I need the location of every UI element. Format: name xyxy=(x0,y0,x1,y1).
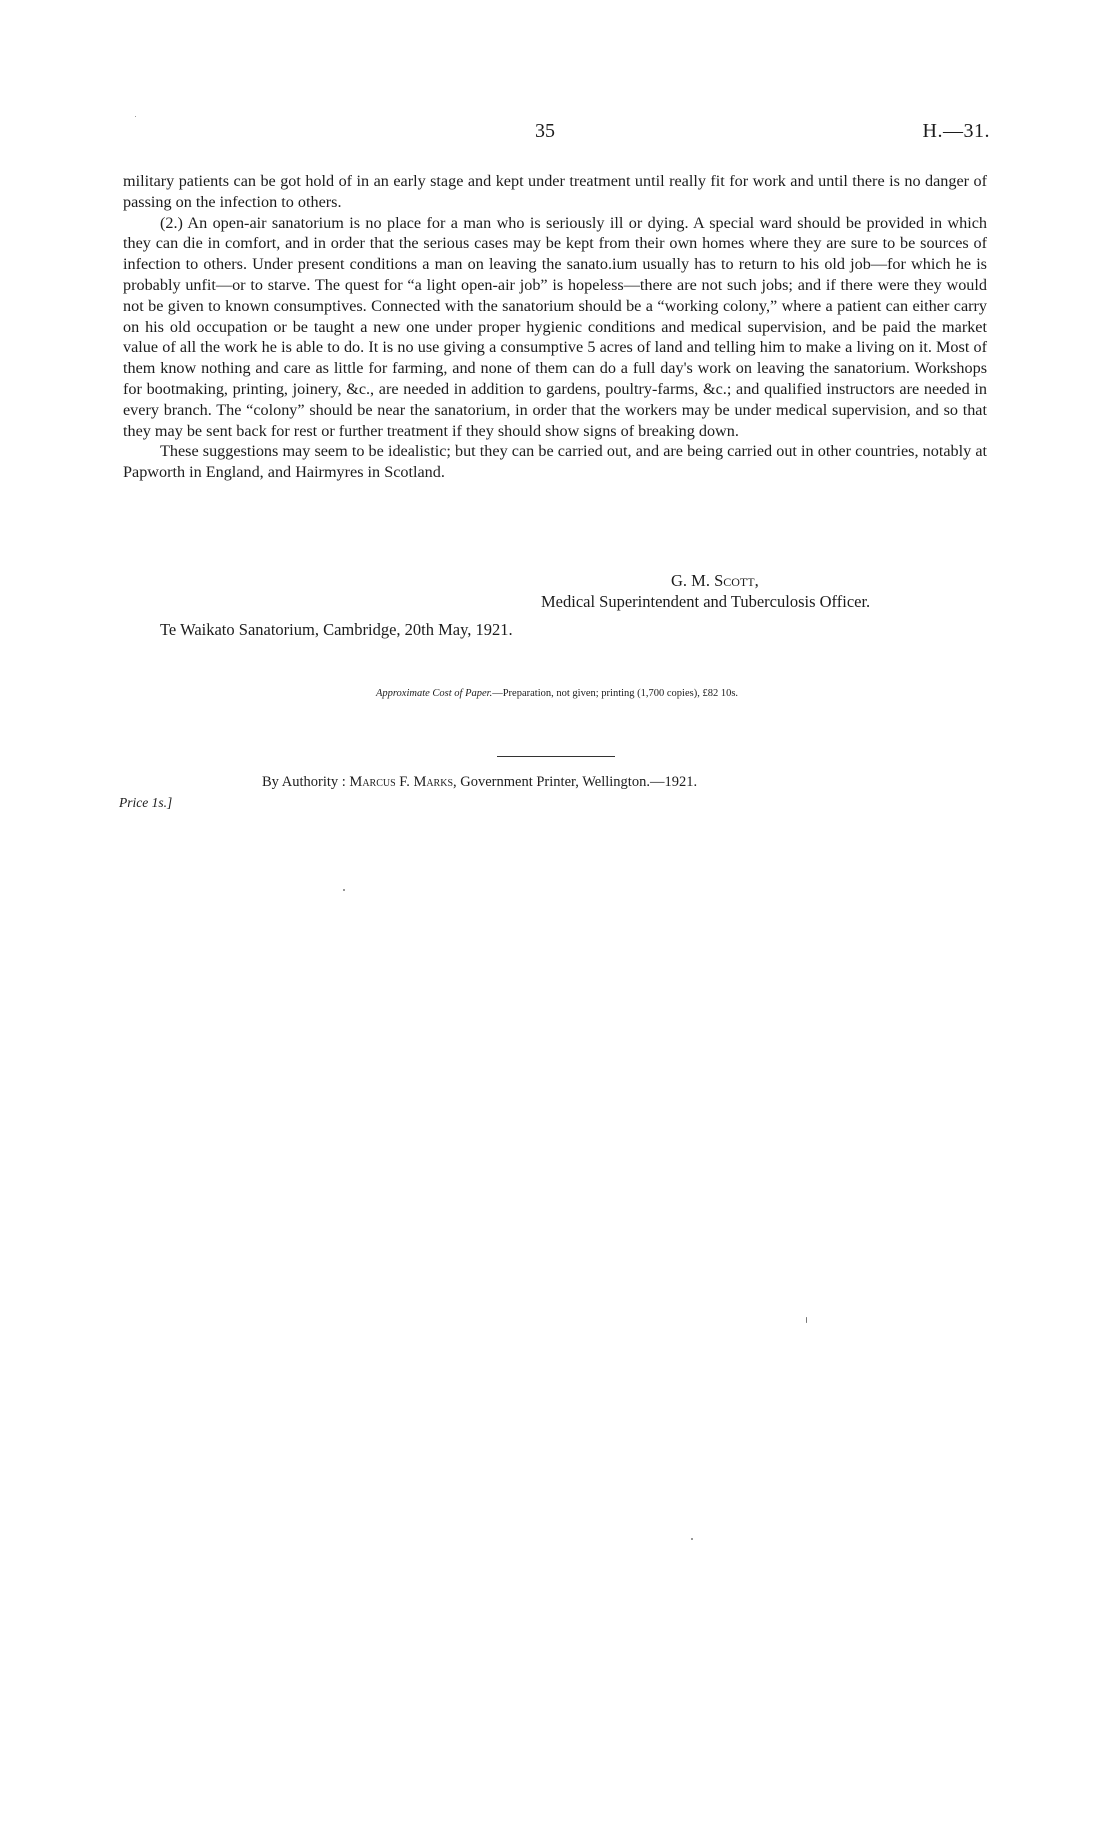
paragraph-3: These suggestions may seem to be idealistic; but they can be carried out, and are being carried out in other countries, notably at Papworth in England, and Hairmyres in Scotland. xyxy=(123,442,987,482)
paragraph-continued: military patients can be got hold of in an early stage and kept under treatment until really fit for work and until there is no danger of passing on the infection to others. xyxy=(123,172,987,211)
scan-speck xyxy=(343,889,345,891)
cost-note xyxy=(0,688,1114,699)
document-code: H.—31. xyxy=(922,120,990,142)
authority-suffix: Government Printer, Wellington.—1921. xyxy=(456,774,698,790)
paragraph-2: (2.) An open-air sanatorium is no place for a man who is seriously ill or dying. A special ward should be provided in which they can die in comfort, and in order that the serious cases may be kept from their own homes where they are sure to be sources of infection to others. Under present conditions a man on leaving the sanato.ium usually has to return to his old job—for which he is probably unfit—or to starve. The quest for “a light open-air job” is hopeless—there are not such jobs; and if there were they would not be given to known consumptives. Connected with the sanatorium should be a “working colony,” where a patient can either carry on his old occupation or be taught a new one under proper hygienic conditions and medical supervision, and be paid the market value of all the work he is able to do. It is no use giving a consumptive 5 acres of land and telling him to make a living on it. Most of them know nothing and care as little for farming, and none of them can do a full day's work on leaving the sanatorium. Workshops for bootmaking, printing, joinery, &c., are needed in addition to gardens, poultry-farms, &c.; and qualified instructors are needed in every branch. The “colony” should be near the sanatorium, in order that the workers may be under medical supervision, and so that they may be sent back for rest or further treatment if they should show signs of breaking down. xyxy=(123,213,987,440)
scan-speck xyxy=(135,116,136,117)
authority-line xyxy=(262,774,697,791)
authority-prefix: By Authority : xyxy=(262,774,350,790)
cost-note-text: —Preparation, not given; printing (1,700 copies), £82 10s. xyxy=(492,688,739,699)
page-number: 35 xyxy=(535,120,555,142)
place-date: Te Waikato Sanatorium, Cambridge, 20th May, 1921. xyxy=(160,620,513,639)
cost-note-label: Approximate Cost of Paper. xyxy=(375,688,493,699)
price: Price 1s.] xyxy=(119,795,173,810)
signature-title: Medical Superintendent and Tuberculosis Officer. xyxy=(541,592,871,611)
signature-name: G. M. Scott, xyxy=(671,571,759,590)
scan-speck xyxy=(691,1538,693,1540)
scan-speck xyxy=(806,1317,807,1323)
divider-rule xyxy=(497,756,615,757)
body-text xyxy=(123,171,987,483)
printer-name: Marcus F. Marks, xyxy=(349,774,457,790)
